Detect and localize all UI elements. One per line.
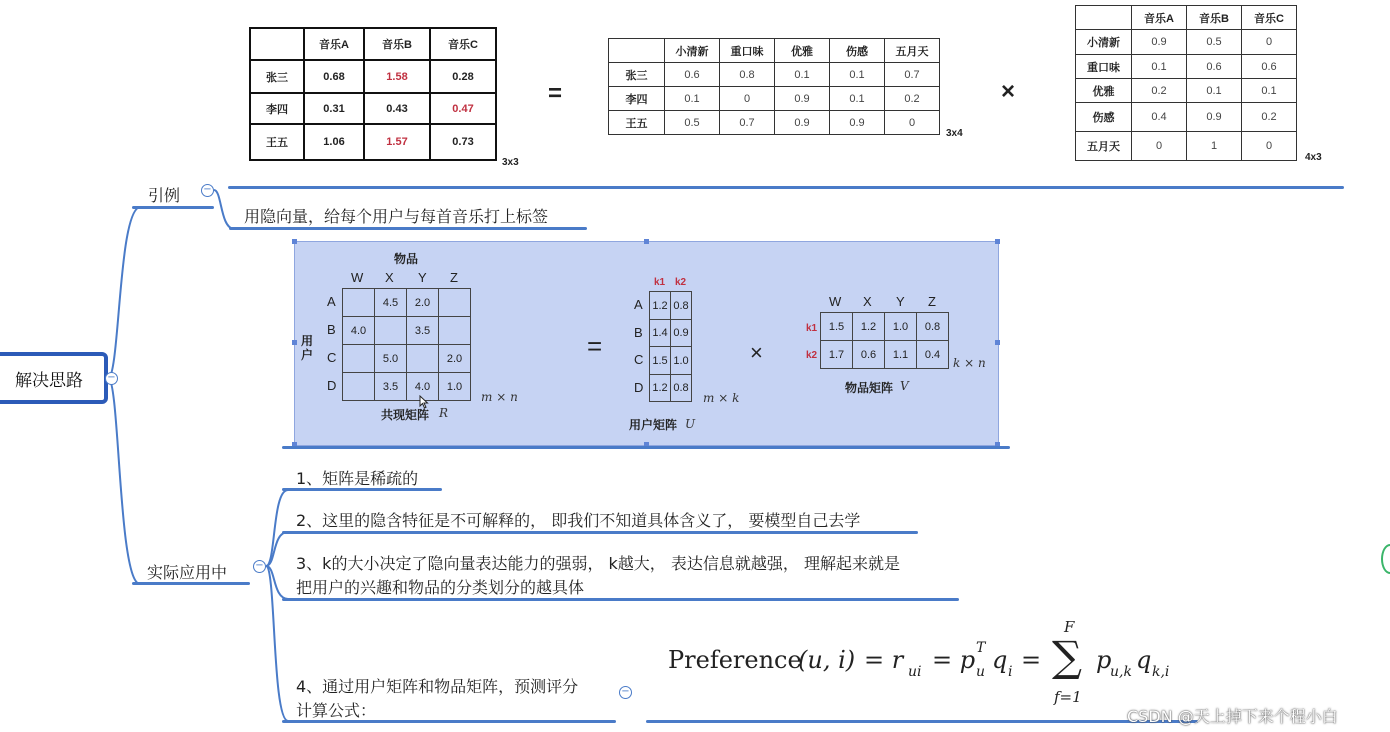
formula-sum: ∑ [1052,632,1082,681]
cell: 0.1 [830,87,885,111]
cell: 0.68 [304,60,364,93]
cell: 1.0 [885,313,917,341]
row-header: 小清新 [1076,30,1132,55]
preference-formula [668,618,1208,713]
col-label: Z [928,294,936,309]
matrix-symbol: V [900,379,909,393]
cell: 0.8 [917,313,949,341]
resize-handle[interactable] [292,340,297,345]
matrix-dimension: m × n [481,390,518,404]
formula-sub: u [976,664,986,680]
cell: 2.0 [407,289,439,317]
cell: 0.6 [1187,55,1242,79]
formula-lhs: Preference [668,646,802,674]
cell: 1.7 [821,341,853,369]
cell: 0.2 [1132,79,1187,103]
cell: 1.2 [650,292,671,320]
formula-p: = p [932,646,976,674]
matrix-symbol: R [439,406,449,420]
practice-item-4-cont[interactable]: 计算公式： [296,701,377,720]
cell: 1.06 [304,124,364,160]
cell: 0.1 [830,63,885,87]
cell [407,345,439,373]
col-header: 五月天 [885,39,940,63]
row-label: B [327,322,336,337]
row-header: 五月天 [1076,132,1132,161]
k-label: k1 [806,323,818,334]
times-sign: × [1001,78,1016,105]
matrix-dimension: k × n [953,356,986,370]
row-header: 重口味 [1076,55,1132,79]
matrix-caption: 共现矩阵 [381,408,430,422]
matrix-caption: 用户矩阵 [629,418,678,432]
cell: 4.0 [343,317,375,345]
cell: 0.4 [1132,103,1187,132]
cell: 1.0 [671,347,692,375]
cell: 0.9 [671,320,692,347]
branch-label-practice[interactable]: 实际应用中 [147,563,228,582]
cell: 0.1 [1242,79,1297,103]
cell: 2.0 [439,345,471,373]
formula-args: (u, i) [798,646,856,674]
row-header: 伤感 [1076,103,1132,132]
item-matrix [820,312,949,369]
practice-item-3[interactable]: 3、k的大小决定了隐向量表达能力的强弱， k越大， 表达信息就越强， 理解起来就是 [296,554,900,573]
branch-label-example[interactable]: 引例 [148,186,181,205]
row-label: A [634,297,643,312]
cell: 3.5 [407,317,439,345]
row-header: 优雅 [1076,79,1132,103]
cell: 1.2 [650,375,671,402]
cell: 0.6 [1242,55,1297,79]
row-label: C [634,352,644,367]
cell: 1.5 [821,313,853,341]
cell: 0.1 [665,87,720,111]
cell [439,289,471,317]
col-label: W [829,294,842,309]
cell: 3.5 [375,373,407,401]
cell: 0.1 [1132,55,1187,79]
branch-underline [132,206,214,209]
practice-item-1[interactable]: 1、矩阵是稀疏的 [296,469,419,488]
times-sign: × [750,340,763,365]
cell: 0.9 [1187,103,1242,132]
col-label: X [385,270,394,285]
branch-line [228,186,1344,189]
node-underline [282,531,918,534]
col-header: 小清新 [665,39,720,63]
dimension-label: 4x3 [1305,152,1322,163]
col-label: X [863,294,872,309]
formula-eq: = [1021,646,1042,674]
formula-sup: T [976,640,986,656]
resize-handle[interactable] [995,239,1000,244]
col-label: W [351,270,364,285]
collapse-toggle[interactable]: − [619,686,632,699]
formula-underline [646,720,1198,723]
cell: 1.58 [364,60,430,93]
cell: 0.4 [917,341,949,369]
matrix-caption: 物品矩阵 [845,381,894,395]
cell [343,289,375,317]
node-underline [282,446,1010,449]
cell: 0.7 [720,111,775,135]
cell: 4.5 [375,289,407,317]
example-child-text[interactable]: 用隐向量，给每个用户与每首音乐打上标签 [244,207,549,226]
cell: 4.0 [407,373,439,401]
col-label: Y [896,294,905,309]
row-label: D [327,378,337,393]
matrix-dimension: m × k [703,391,740,405]
row-label: A [327,294,336,309]
col-header: 音乐A [1132,6,1187,30]
practice-item-3-cont[interactable]: 把用户的兴趣和物品的分类划分的越具体 [296,578,585,597]
col-label: Y [418,270,427,285]
formula-term-q: q [1136,646,1152,674]
formula-sum-top: F [1064,618,1075,636]
cell [343,373,375,401]
cell [375,317,407,345]
users-axis-label: 用户 [301,334,314,362]
row-label: D [634,380,644,395]
cell: 0.1 [1187,79,1242,103]
dimension-label: 3x4 [946,128,963,139]
cell: 5.0 [375,345,407,373]
collapse-toggle[interactable]: − [201,184,214,197]
row-header: 李四 [609,87,665,111]
cell: 1.1 [885,341,917,369]
practice-item-4[interactable]: 4、通过用户矩阵和物品矩阵，预测评分 [296,677,579,696]
user-matrix [649,291,692,402]
cell [439,317,471,345]
col-header: 音乐C [1242,6,1297,30]
cell: 0 [1242,132,1297,161]
cell: 0.1 [775,63,830,87]
resize-handle[interactable] [292,239,297,244]
col-header: 重口味 [720,39,775,63]
collapse-toggle[interactable]: − [105,372,118,385]
formula-term-p: p [1096,646,1112,674]
cooccurrence-matrix [342,288,471,401]
cell: 0.8 [720,63,775,87]
cell: 0.2 [885,87,940,111]
row-header: 王五 [250,124,304,160]
cell: 0.8 [671,375,692,402]
factorization-figure[interactable] [294,241,999,446]
watermark: CSDN @天上掉下来个程小白 [1127,707,1338,726]
k-label: k1 [654,277,666,288]
branch-underline [132,582,250,585]
k-label: k2 [806,350,818,361]
row-header: 张三 [250,60,304,93]
equals-sign: = [587,331,603,361]
cell: 0.73 [430,124,496,160]
cell: 1.5 [650,347,671,375]
cell: 0 [1242,30,1297,55]
cell: 0.9 [775,87,830,111]
formula-sub: u,k [1110,664,1132,680]
col-header: 优雅 [775,39,830,63]
cell: 0.8 [671,292,692,320]
row-label: B [634,325,643,340]
formula-r: = r [864,646,904,674]
col-header: 音乐B [1187,6,1242,30]
cell: 0.9 [830,111,885,135]
cell: 0.5 [1187,30,1242,55]
cell: 0.7 [885,63,940,87]
cell: 0.5 [665,111,720,135]
col-label: Z [450,270,458,285]
cell: 0 [885,111,940,135]
mouse-cursor-icon [419,395,429,409]
cell: 1 [1187,132,1242,161]
formula-sub: i [1008,664,1013,680]
cell: 0.43 [364,93,430,124]
items-axis-label: 物品 [394,252,419,266]
node-underline [282,720,616,723]
cell [343,345,375,373]
cell: 0 [1132,132,1187,161]
node-underline [282,488,442,491]
row-label: C [327,350,337,365]
equals-sign: = [548,80,563,107]
cell: 0.2 [1242,103,1297,132]
cell: 1.57 [364,124,430,160]
cell: 0.28 [430,60,496,93]
node-underline [282,598,959,601]
matrix-symbol: U [685,417,696,431]
cell: 0.9 [1132,30,1187,55]
formula-sub: k,i [1152,664,1170,680]
k-label: k2 [675,277,687,288]
cell: 0.6 [665,63,720,87]
root-node[interactable] [0,352,108,404]
col-header: 伤感 [830,39,885,63]
col-header: 音乐C [430,28,496,60]
col-header: 音乐A [304,28,364,60]
root-node-label: 解决思路 [15,370,83,391]
col-header: 音乐B [364,28,430,60]
cell: 1.2 [853,313,885,341]
cell: 0.31 [304,93,364,124]
cell: 0.9 [775,111,830,135]
resize-handle[interactable] [644,239,649,244]
row-header: 王五 [609,111,665,135]
node-underline [229,227,587,230]
practice-item-2[interactable]: 2、这里的隐含特征是不可解释的， 即我们不知道具体含义了， 要模型自己去学 [296,511,861,530]
cell: 1.4 [650,320,671,347]
dimension-label: 3x3 [502,157,519,168]
cell: 1.0 [439,373,471,401]
row-header: 张三 [609,63,665,87]
cell: 0.47 [430,93,496,124]
formula-sub: ui [908,664,922,680]
cell: 0 [720,87,775,111]
row-header: 李四 [250,93,304,124]
cell: 0.6 [853,341,885,369]
formula-sum-bottom: f=1 [1054,688,1082,706]
formula-q: q [992,646,1008,674]
collapse-toggle[interactable]: − [253,560,266,573]
resize-handle[interactable] [995,340,1000,345]
